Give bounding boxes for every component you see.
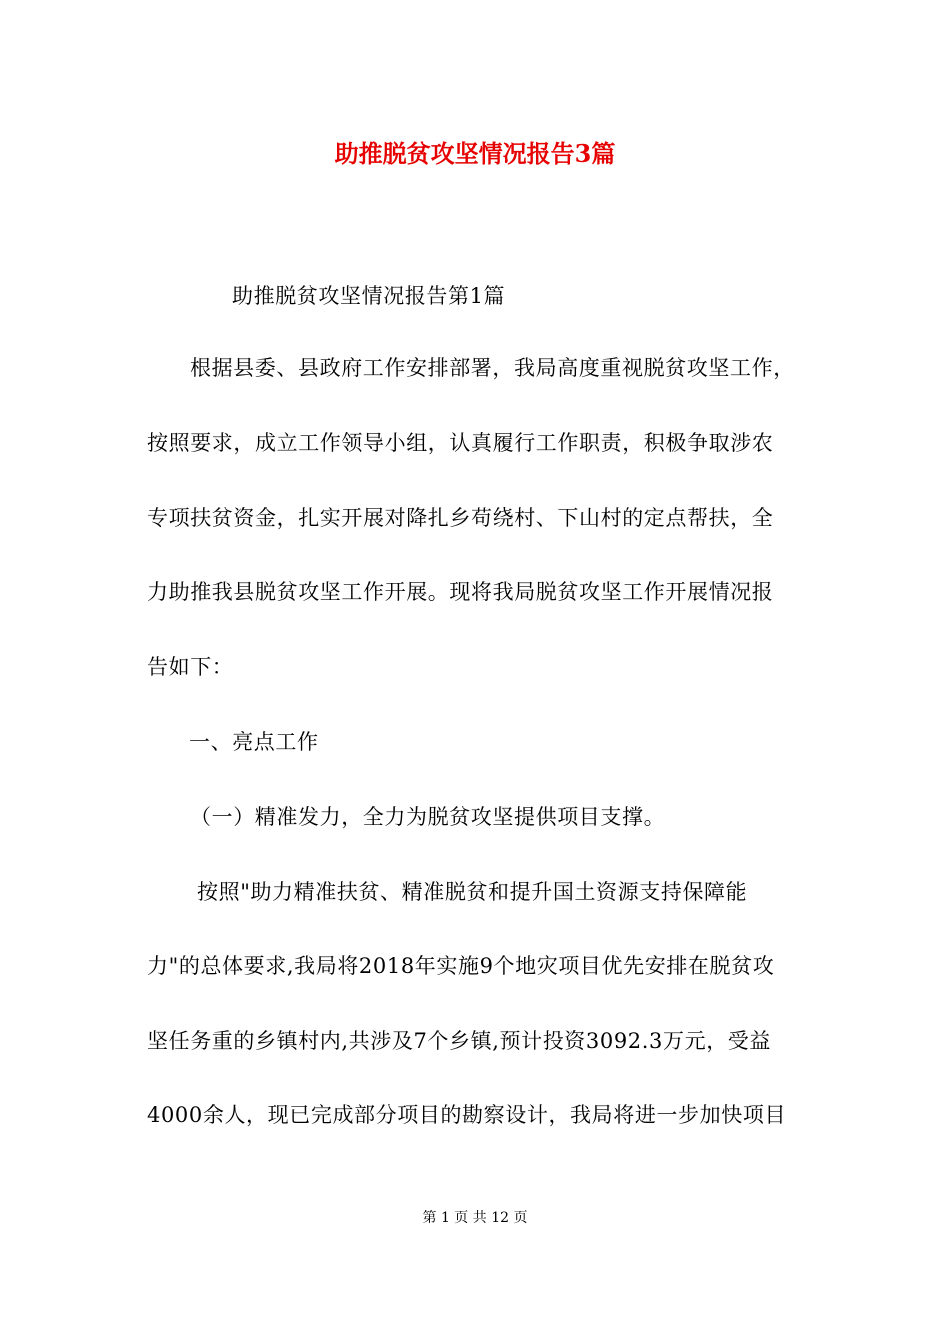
body-line: 力"的总体要求,我局将2018年实施9个地灾项目优先安排在脱贫攻 [147,954,775,978]
body-line: 根据县委、县政府工作安排部署，我局高度重视脱贫攻坚工作， [190,356,795,380]
subsection-heading: （一）精准发力，全力为脱贫攻坚提供项目支撑。 [190,805,666,829]
section-heading: 助推脱贫攻坚情况报告第1篇 [232,284,506,308]
section-heading: 一、亮点工作 [189,730,319,754]
body-line: 按照要求，成立工作领导小组，认真履行工作职责，积极争取涉农 [147,431,774,455]
body-line: 按照"助力精准扶贫、精准脱贫和提升国土资源支持保障能 [197,880,748,904]
body-line: 坚任务重的乡镇村内,共涉及7个乡镇,预计投资3092.3万元，受益 [147,1029,771,1053]
body-line: 4000余人，现已完成部分项目的勘察设计，我局将进一步加快项目 [147,1103,787,1127]
body-line: 专项扶贫资金，扎实开展对降扎乡苟绕村、下山村的定点帮扶，全 [147,506,774,530]
body-line: 力助推我县脱贫攻坚工作开展。现将我局脱贫攻坚工作开展情况报 [147,580,774,604]
page-number: 第 1 页 共 12 页 [422,1210,528,1226]
body-line: 告如下： [147,655,234,679]
document-title: 助推脱贫攻坚情况报告3篇 [334,139,616,168]
